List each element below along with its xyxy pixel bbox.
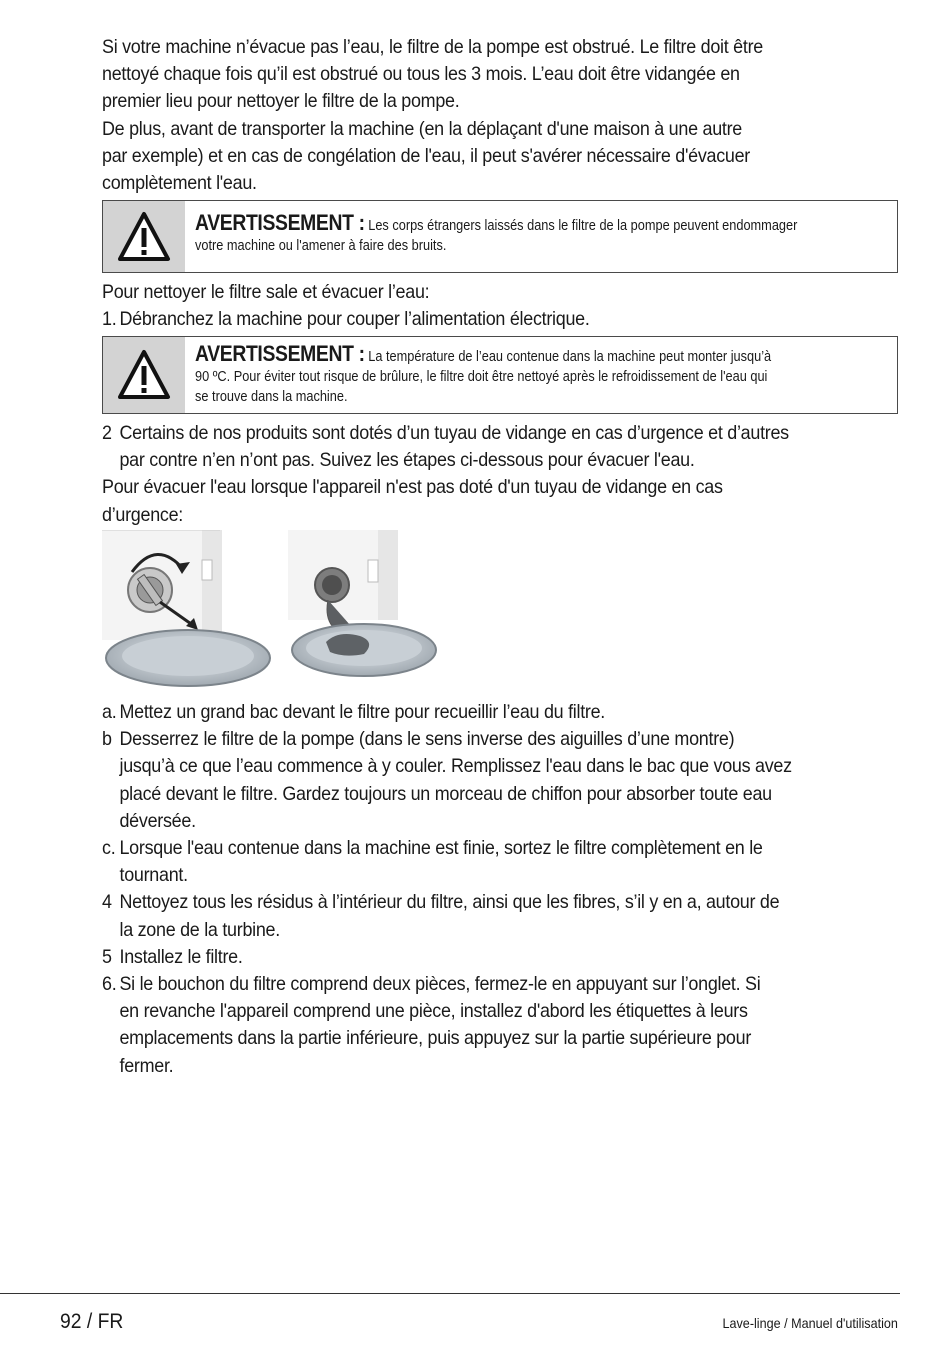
list-text: placé devant le filtre. Gardez toujours un morceau de chiffon pour absorber toute eau [119,782,772,805]
list-text: en revanche l'appareil comprend une pièce, installez d'abord les étiquettes à leurs [119,1000,748,1023]
intro-line: De plus, avant de transporter la machine (en la déplaçant d'une maison à une autre [102,117,743,140]
footer-divider [0,1293,900,1294]
list-item [102,306,902,333]
filter-removal-illustration [102,530,272,690]
list-number: 2 [102,422,112,444]
list-number: a. [102,701,117,723]
list-text: Mettez un grand bac devant le filtre pour recueillir l’eau du filtre. [119,701,606,723]
no-hose-line: d’urgence: [102,503,184,526]
list-number: 6. [102,973,117,996]
warning-title: AVERTISSEMENT : [195,341,365,366]
list-text: tournant. [119,864,188,887]
intro-line: Si votre machine n’évacue pas l’eau, le filtre de la pompe est obstrué. Le filtre doit être [102,36,763,58]
manual-title: Lave-linge / Manuel d'utilisation [722,1315,898,1331]
warning-body-line: votre machine ou l'amener à faire des bruits. [195,237,447,254]
list-text: déversée. [119,809,196,832]
warning-text-2 [195,341,890,407]
page-number: 92 / FR [60,1310,124,1333]
list-text: Débranchez la machine pour couper l’alimentation électrique. [119,308,590,331]
list-number: b [102,728,112,751]
list-number: 5 [102,945,112,968]
list-text: jusqu’à ce que l’eau commence à y couler. Remplissez l'eau dans le bac que vous avez [119,755,792,778]
list-item [102,420,902,474]
list-number: c. [102,837,116,860]
list-text: Si le bouchon du filtre comprend deux pièces, fermez-le en appuyant sur l’onglet. Si [119,973,761,996]
warning-title: AVERTISSEMENT : [195,210,365,235]
substeps-list [102,699,902,1080]
list-text: la zone de la turbine. [119,918,280,941]
list-item [102,944,902,971]
intro-line: complètement l'eau. [102,172,257,195]
list-text: Certains de nos produits sont dotés d’un tuyau de vidange en cas d’urgence et d’autres [119,422,789,444]
warning-text-1 [195,210,890,257]
warning-body-line: 90 ºC. Pour éviter tout risque de brûlure, le filtre doit être nettoyé après le refroidissement de l'eau qui [195,368,768,385]
warning-box-2 [102,336,898,414]
step-2-section [102,420,902,529]
warning-icon-panel [103,201,185,272]
list-text: Nettoyez tous les résidus à l’intérieur du filtre, ainsi que les fibres, s’il y en a, autour de [119,891,780,914]
warning-body-line: La température de l’eau contenue dans la machine peut monter jusqu’à [368,349,772,365]
list-item [102,835,902,889]
list-item [102,726,902,835]
list-text: emplacements dans la partie inférieure, puis appuyez sur la partie supérieure pour [119,1027,752,1050]
warning-body-line: Les corps étrangers laissés dans le filtre de la pompe peuvent endommager [368,218,798,234]
list-text: par contre n’en n’ont pas. Suivez les étapes ci-dessous pour évacuer l'eau. [119,449,695,472]
warning-box-1 [102,200,898,273]
warning-icon-panel [103,337,185,413]
steps-heading: Pour nettoyer le filtre sale et évacuer l’eau: [102,281,430,303]
list-item [102,971,902,1080]
list-text: Installez le filtre. [119,945,243,968]
intro-line: premier lieu pour nettoyer le filtre de la pompe. [102,90,460,113]
warning-body-line: se trouve dans la machine. [195,388,348,405]
steps-intro [102,279,902,333]
intro-paragraph [102,34,902,197]
intro-line: par exemple) et en cas de congélation de l'eau, il peut s'avérer nécessaire d'évacuer [102,144,751,167]
warning-triangle-icon [117,210,171,264]
list-number: 1. [102,308,117,331]
list-text: fermer. [119,1054,174,1077]
list-item [102,699,902,726]
list-text: Lorsque l'eau contenue dans la machine est finie, sortez le filtre complètement en le [119,837,763,860]
water-draining-illustration [288,530,440,680]
warning-triangle-icon [117,348,171,402]
list-number: 4 [102,891,112,914]
list-item [102,889,902,943]
intro-line: nettoyé chaque fois qu’il est obstrué ou tous les 3 mois. L’eau doit être vidangée en [102,63,740,86]
no-hose-line: Pour évacuer l'eau lorsque l'appareil n'est pas doté d'un tuyau de vidange en cas [102,476,723,499]
list-text: Desserrez le filtre de la pompe (dans le sens inverse des aiguilles d’une montre) [119,728,735,751]
